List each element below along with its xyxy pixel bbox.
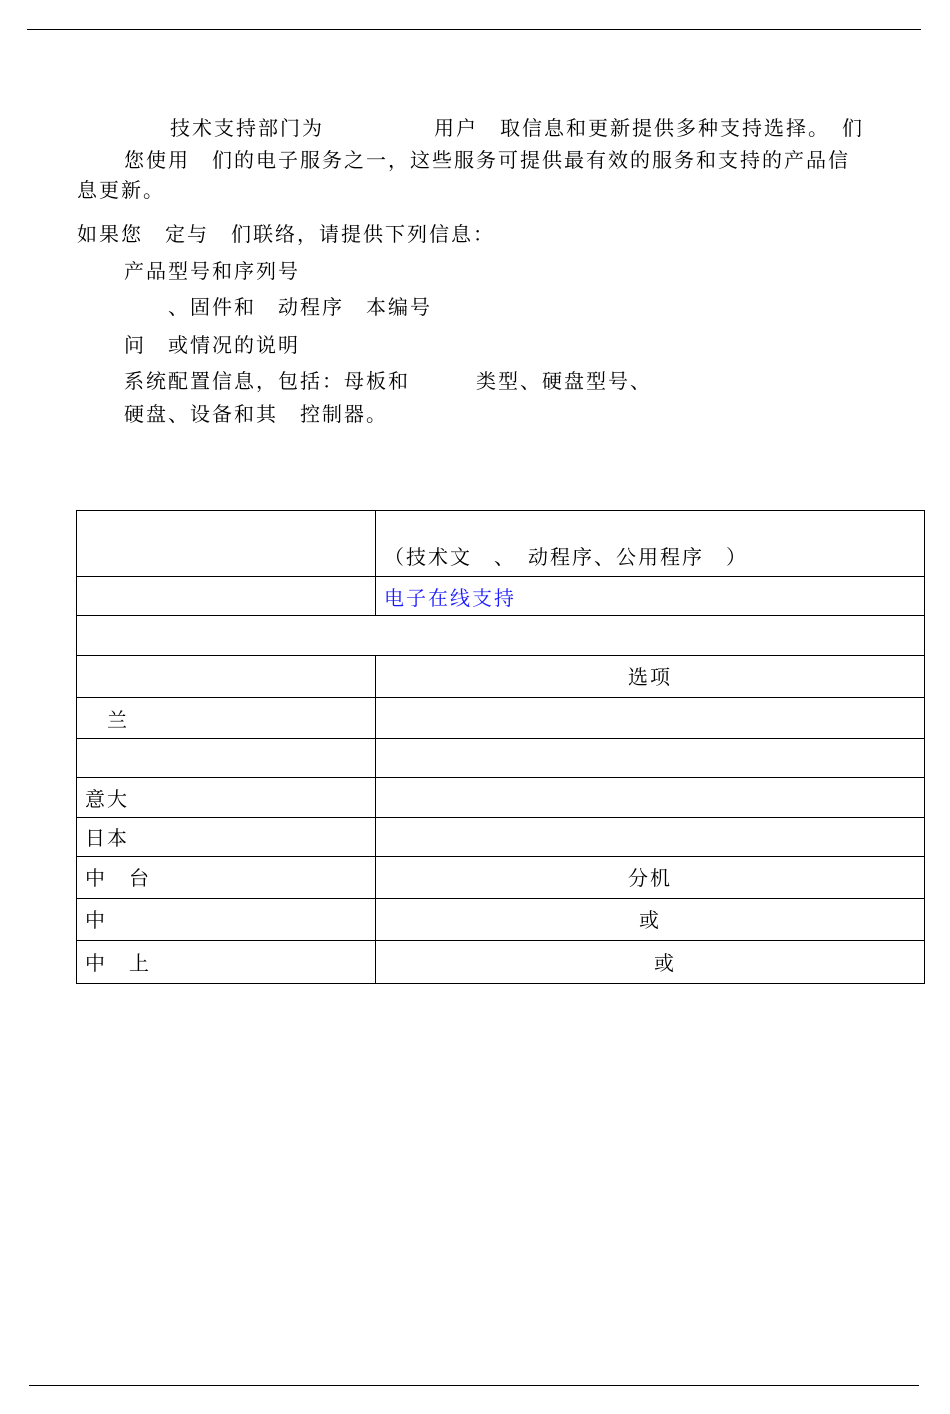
table-row (77, 511, 925, 577)
region-cell: 意大 (77, 778, 376, 818)
online-support-link[interactable]: 电子在线支持 (384, 585, 516, 610)
intro-line-3: 息更新。 (77, 178, 165, 202)
table-cell (77, 656, 376, 698)
value-cell (376, 818, 925, 857)
region-cell: 中 上 (77, 941, 376, 984)
support-table (76, 510, 925, 984)
region-cell (77, 739, 376, 778)
footer-rule (29, 1385, 919, 1386)
table-row (77, 941, 925, 984)
table-row (77, 857, 925, 899)
region-cell: 中 台 (77, 857, 376, 899)
table-row (77, 739, 925, 778)
download-description: （技术文 、 动程序、公用程序 ） (384, 545, 748, 569)
contact-item-system-config-continued: 硬盘、设备和其 控制器。 (124, 402, 388, 426)
table-cell (77, 511, 376, 577)
contact-item-system-config: 系统配置信息，包括：母板和 类型、硬盘型号、 (124, 369, 652, 393)
contact-item-firmware-version: 、固件和 动程序 本编号 (124, 295, 432, 319)
table-row (77, 656, 925, 698)
table-row (77, 778, 925, 818)
online-support-cell (376, 577, 925, 616)
table-row (77, 616, 925, 656)
region-cell: 中 (77, 899, 376, 941)
table-row (77, 698, 925, 739)
value-cell (376, 739, 925, 778)
region-cell: 兰 (77, 698, 376, 739)
header-rule (27, 29, 921, 30)
table-row (77, 818, 925, 857)
contact-item-model-serial: 产品型号和序列号 (124, 259, 300, 283)
contact-heading: 如果您 定与 们联络，请提供下列信息： (77, 222, 495, 246)
value-cell: 或 (376, 899, 925, 941)
table-row (77, 899, 925, 941)
value-cell: 或 (376, 941, 925, 984)
contact-item-problem-description: 问 或情况的说明 (124, 333, 300, 357)
value-cell (376, 778, 925, 818)
table-cell (77, 577, 376, 616)
table-spanning-cell (77, 616, 925, 656)
intro-line-2: 您使用 们的电子服务之一，这些服务可提供最有效的服务和支持的产品信 (124, 148, 850, 172)
table-row (77, 577, 925, 616)
options-header: 选项 (376, 656, 925, 698)
download-description-cell (376, 511, 925, 577)
value-cell: 分机 (376, 857, 925, 899)
value-cell (376, 698, 925, 739)
region-cell: 日本 (77, 818, 376, 857)
intro-line-1: 技术支持部门为 用户 取信息和更新提供多种支持选择。 们 (170, 116, 864, 140)
